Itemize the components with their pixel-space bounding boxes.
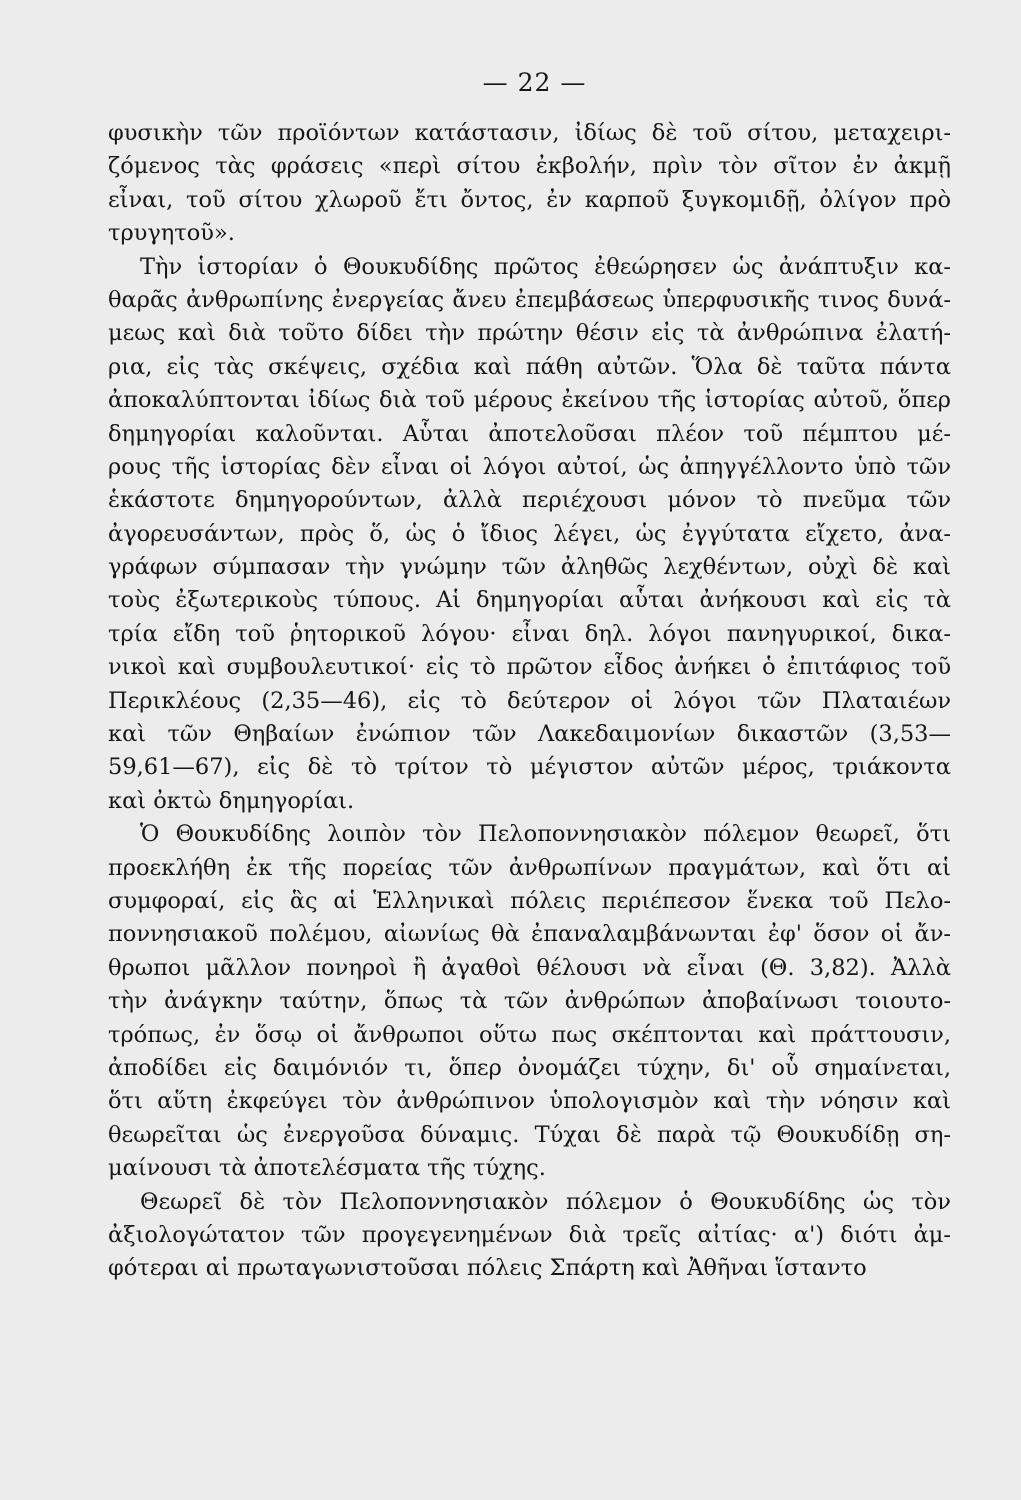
text-line: 59,61—67), εἰς δὲ τὸ τρίτον τὸ μέγιστον αὐτῶν μέρος, τριάκοντα <box>108 754 951 781</box>
text-line: φυσικὴν τῶν προϊόντων κατάστασιν, ἰδίως δὲ τοῦ σίτου, μεταχειρι- <box>108 120 951 146</box>
text-line: Τὴν ἱστορίαν ὁ Θουκυδίδης πρῶτος ἐθεώρησεν ὡς ἀνάπτυξιν κα- <box>140 253 951 280</box>
text-line: προεκλήθη ἐκ τῆς πορείας τῶν ἀνθρωπίνων πραγμάτων, καὶ ὅτι αἱ <box>108 854 951 881</box>
text-line: φότεραι αἱ πρωταγωνιστοῦσαι πόλεις Σπάρτη καὶ Ἀθῆναι ἵσταντο <box>108 1255 867 1282</box>
text-line: ὅτι αὕτη ἐκφεύγει τὸν ἀνθρώπινον ὑπολογισμὸν καὶ τὴν νόησιν καὶ <box>108 1088 951 1115</box>
text-line: καὶ ὀκτὼ δημηγορίαι. <box>108 787 355 814</box>
paragraph <box>108 251 951 819</box>
text-line: Περικλέους (2,35—46), εἰς τὸ δεύτερον οἱ λόγοι τῶν Πλαταιέων <box>108 687 951 714</box>
text-line: ἀποδίδει εἰς δαιμόνιόν τι, ὅπερ ὀνομάζει τύχην, δι' οὗ σημαίνεται, <box>108 1054 951 1081</box>
page-number: — 22 — <box>482 68 587 97</box>
text-line: ἀποκαλύπτονται ἰδίως διὰ τοῦ μέρους ἐκείνου τῆς ἱστορίας αὐτοῦ, ὅπερ <box>108 387 951 414</box>
text-line: εἶναι, τοῦ σίτου χλωροῦ ἔτι ὄντος, ἐν καρποῦ ξυγκομιδῇ, ὀλίγον πρὸ <box>108 186 951 213</box>
text-line: ποννησιακοῦ πολέμου, αἰωνίως θὰ ἐπαναλαμβάνωνται ἐφ' ὅσον οἱ ἄν- <box>108 921 951 948</box>
paragraph <box>108 818 951 1185</box>
text-line: θαρᾶς ἀνθρωπίνης ἐνεργείας ἄνευ ἐπεμβάσεως ὑπερφυσικῆς τινος δυνά- <box>108 286 951 313</box>
text-line: μαίνουσι τὰ ἀποτελέσματα τῆς τύχης. <box>108 1155 546 1182</box>
text-line: νικοὶ καὶ συμβουλευτικοί· εἰς τὸ πρῶτον εἶδος ἀνήκει ὁ ἐπιτάφιος τοῦ <box>108 654 951 681</box>
text-line: ρους τῆς ἱστορίας δὲν εἶναι οἱ λόγοι αὐτοί, ὡς ἀπηγγέλλοντο ὑπὸ τῶν <box>108 453 951 480</box>
text-line: τρυγητοῦ». <box>108 220 235 247</box>
text-line: τοὺς ἐξωτερικοὺς τύπους. Αἱ δημηγορίαι αὗται ἀνήκουσι καὶ εἰς τὰ <box>108 587 951 614</box>
text-line: ρια, εἰς τὰς σκέψεις, σχέδια καὶ πάθη αὐτῶν. Ὅλα δὲ ταῦτα πάντα <box>108 353 951 380</box>
text-line: γράφων σύμπασαν τὴν γνώμην τῶν ἀληθῶς λεχθέντων, οὐχὶ δὲ καὶ <box>108 554 951 581</box>
text-body <box>108 117 951 1286</box>
text-line: καὶ τῶν Θηβαίων ἐνώπιον τῶν Λακεδαιμονίων δικαστῶν (3,53— <box>108 721 951 748</box>
text-line: δημηγορίαι καλοῦνται. Αὗται ἀποτελοῦσαι πλέον τοῦ πέμπτου μέ- <box>108 420 951 447</box>
text-line: θεωρεῖται ὡς ἐνεργοῦσα δύναμις. Τύχαι δὲ παρὰ τῷ Θουκυδίδῃ ση- <box>108 1121 951 1148</box>
text-line: ἑκάστοτε δημηγορούντων, ἀλλὰ περιέχουσι μόνον τὸ πνεῦμα τῶν <box>108 487 951 514</box>
text-line: συμφοραί, εἰς ἃς αἱ Ἑλληνικαὶ πόλεις περιέπεσον ἕνεκα τοῦ Πελο- <box>108 887 951 914</box>
paragraph <box>108 117 951 251</box>
text-line: τὴν ἀνάγκην ταύτην, ὅπως τὰ τῶν ἀνθρώπων ἀποβαίνωσι τοιουτο- <box>108 988 951 1015</box>
paragraph <box>108 1186 951 1286</box>
text-line: ζόμενος τὰς φράσεις «περὶ σίτου ἐκβολήν, πρὶν τὸν σῖτον ἐν ἀκμῇ <box>108 153 951 180</box>
text-line: Θεωρεῖ δὲ τὸν Πελοποννησιακὸν πόλεμον ὁ Θουκυδίδης ὡς τὸν <box>140 1188 951 1215</box>
text-line: ἀξιολογώτατον τῶν προγεγενημένων διὰ τρεῖς αἰτίας· α') διότι ἀμ- <box>108 1221 951 1248</box>
text-line: θρωποι μᾶλλον πονηροὶ ἢ ἀγαθοὶ θέλουσι νὰ εἶναι (Θ. 3,82). Ἀλλὰ <box>108 954 951 981</box>
text-line: Ὁ Θουκυδίδης λοιπὸν τὸν Πελοποννησιακὸν πόλεμον θεωρεῖ, ὅτι <box>140 821 951 848</box>
text-line: μεως καὶ διὰ τοῦτο δίδει τὴν πρώτην θέσιν εἰς τὰ ἀνθρώπινα ἐλατή- <box>108 320 951 347</box>
text-line: τρία εἴδη τοῦ ῥητορικοῦ λόγου· εἶναι δηλ. λόγοι πανηγυρικοί, δικα- <box>108 620 951 647</box>
text-line: τρόπως, ἐν ὅσῳ οἱ ἄνθρωποι οὕτω πως σκέπτονται καὶ πράττουσιν, <box>108 1021 951 1048</box>
text-line: ἀγορευσάντων, πρὸς ὅ, ὡς ὁ ἴδιος λέγει, ὡς ἐγγύτατα εἴχετο, ἀνα- <box>108 520 951 547</box>
